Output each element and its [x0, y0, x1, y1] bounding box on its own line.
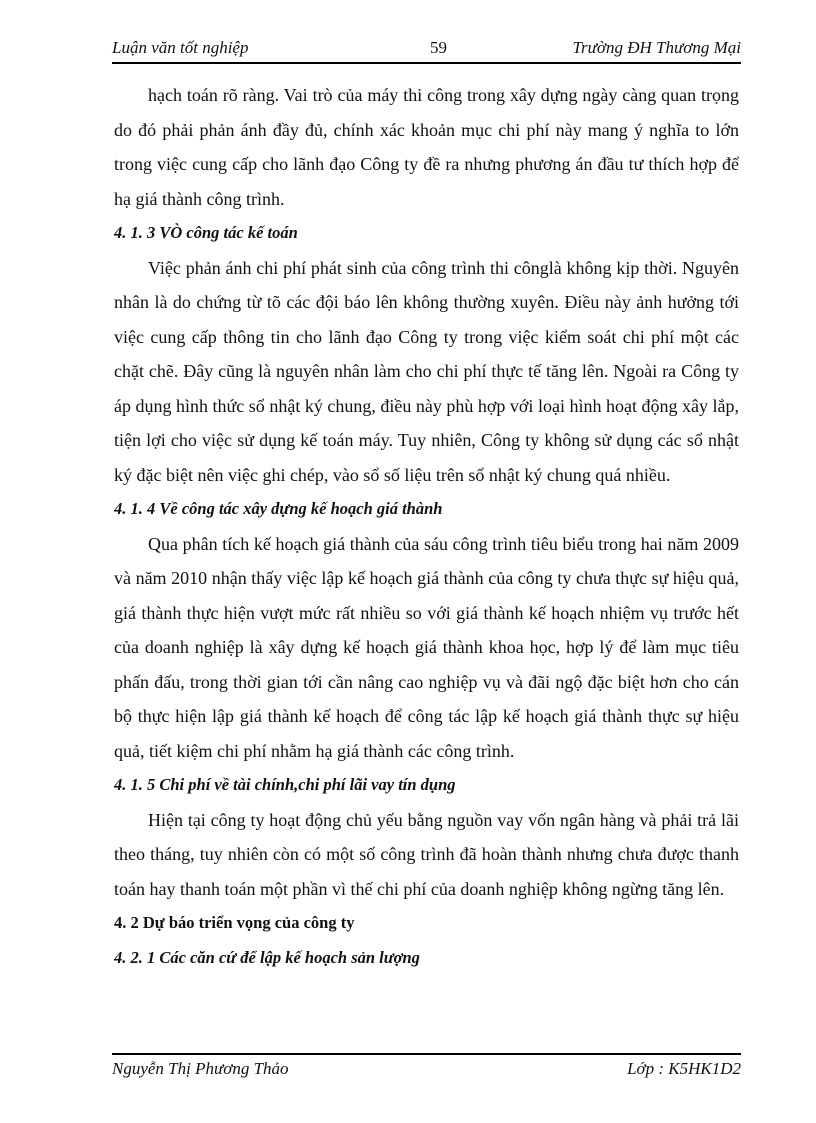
heading-4-2: 4. 2 Dự báo triển vọng của công ty [114, 913, 355, 932]
heading-4-1-3: 4. 1. 3 VÒ công tác kế toán [114, 223, 298, 242]
heading-4-1-5: 4. 1. 5 Chi phí về tài chính,chi phí lãi vay tín dụng [114, 775, 456, 794]
footer-author: Nguyễn Thị Phương Thảo [112, 1059, 289, 1078]
paragraph-machine-costs: hạch toán rõ ràng. Vai trò của máy thi công trong xây dựng ngày càng quan trọng do đó phải phản ánh đầy đủ, chính xác khoản mục chi phí này mang ý nghĩa to lớn trong việc cung cấp cho lãnh đạo Công ty đề ra nhưng phương án đầu tư thích hợp để hạ giá thành công trình. [114, 85, 739, 209]
header-university: Trường ĐH Thương Mại [572, 38, 741, 57]
paragraph-accounting: Việc phản ánh chi phí phát sinh của công trình thi cônglà không kịp thời. Nguyên nhân là do chứng từ tõ các đội báo lên không thường xuyên. Điều này ảnh hưởng tới việc cung cấp thông tin cho lãnh đạo Công ty trong việc kiểm soát chi phí một các chặt chẽ. Đây cũng là nguyên nhân làm cho chi phí thực tế tăng lên. Ngoài ra Công ty áp dụng hình thức sổ nhật ký chung, điều này phù hợp với loại hình hoạt động xây lắp, tiện lợi cho việc sử dụng kế toán máy. Tuy nhiên, Công ty không sử dụng các sổ nhật ký đặc biệt nên việc ghi chép, vào sổ số liệu trên sổ nhật ký chung quá nhiều. [114, 257, 739, 485]
paragraph-financial-costs: Hiện tại công ty hoạt động chủ yếu bằng nguồn vay vốn ngân hàng và phải trả lãi theo tháng, tuy nhiên còn có một số công trình đã hoàn thành nhưng chưa được thanh toán hay thanh toán một phần vì thế chi phí của doanh nghiệp không ngừng tăng lên. [114, 809, 739, 899]
footer-class: Lớp : K5HK1D2 [627, 1059, 741, 1078]
heading-4-1-4: 4. 1. 4 Về công tác xây dựng kế hoạch giá thành [114, 499, 443, 518]
paragraph-cost-planning: Qua phân tích kế hoạch giá thành của sáu công trình tiêu biểu trong hai năm 2009 và năm 2010 nhận thấy việc lập kế hoạch giá thành của công ty chưa thực sự hiệu quả, giá thành thực hiện vượt mức rất nhiều so với giá thành kế hoạch nhiệm vụ trước hết của doanh nghiệp là xây dựng kế hoạch giá thành khoa học, hợp lý để làm mục tiêu phấn đấu, trong thời gian tới cần nâng cao nghiệp vụ và đãi ngộ đặc biệt hơn cho cán bộ thực hiện lập giá thành kế hoạch để công tác lập kế hoạch giá thành thực sự hiệu quả, tiết kiệm chi phí nhằm hạ giá thành các công trình. [114, 533, 739, 761]
heading-4-2-1: 4. 2. 1 Các căn cứ để lập kế hoạch sản lượng [114, 947, 420, 967]
page-footer [112, 1053, 741, 1078]
page-header [112, 36, 741, 64]
document-body [114, 78, 739, 975]
header-thesis-title: Luận văn tốt nghiệp [112, 38, 249, 57]
page-number: 59 [430, 38, 447, 57]
